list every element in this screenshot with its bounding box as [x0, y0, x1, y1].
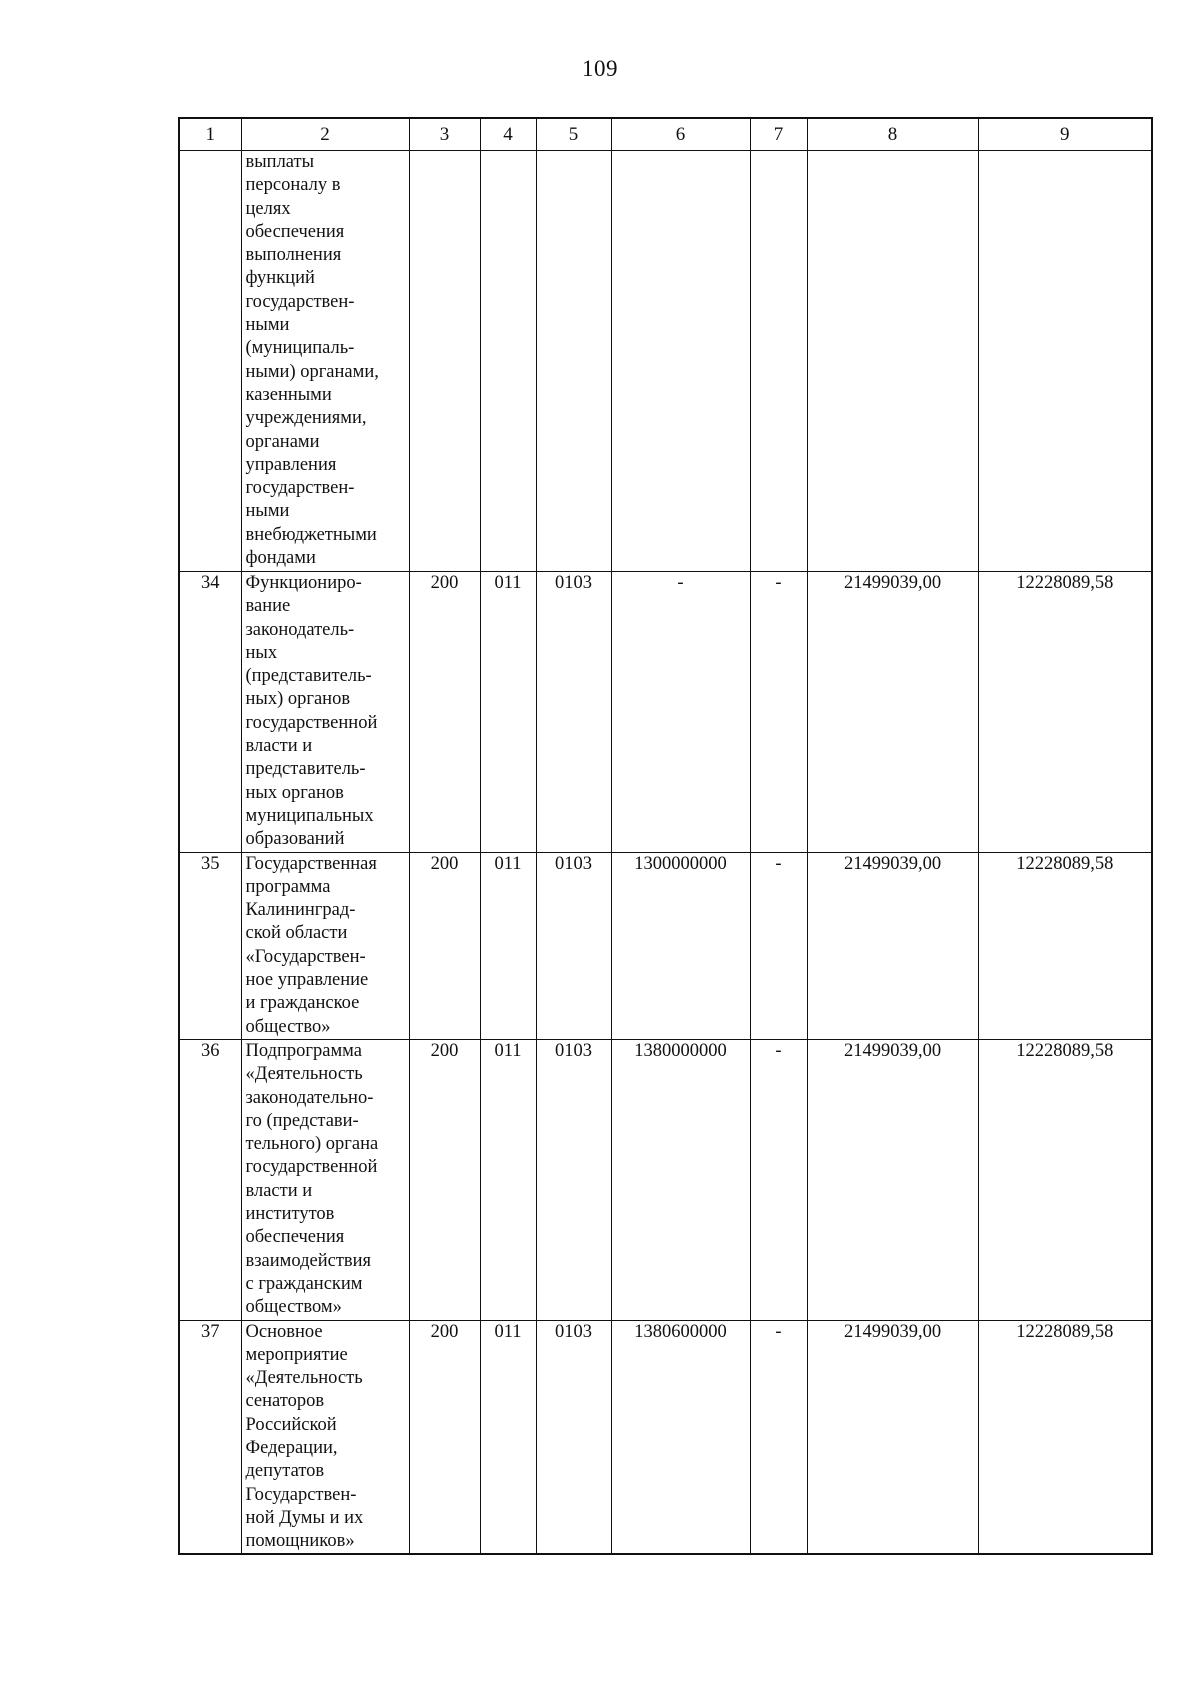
cell-col8: 21499039,00 [807, 1320, 978, 1554]
cell-col6 [611, 151, 750, 572]
column-header: 7 [750, 118, 807, 151]
column-header: 9 [978, 118, 1152, 151]
column-header: 4 [480, 118, 536, 151]
cell-col5 [536, 151, 611, 572]
row-name: Государственная программа Калининград- ской области «Государствен- ное управление и гражданское общество» [241, 852, 409, 1039]
row-name: Функциониро- вание законодатель- ных (представитель- ных) органов государственной власти и представитель- ных органов муниципальных образований [241, 572, 409, 853]
row-number: 34 [179, 572, 241, 853]
cell-col4: 011 [480, 1039, 536, 1320]
column-header: 1 [179, 118, 241, 151]
cell-col9: 12228089,58 [978, 852, 1152, 1039]
column-header: 6 [611, 118, 750, 151]
cell-col4 [480, 151, 536, 572]
cell-col4: 011 [480, 572, 536, 853]
column-header: 2 [241, 118, 409, 151]
row-number: 37 [179, 1320, 241, 1554]
cell-col7: - [750, 852, 807, 1039]
row-number: 36 [179, 1039, 241, 1320]
cell-col6: - [611, 572, 750, 853]
cell-col3: 200 [409, 852, 480, 1039]
cell-col5: 0103 [536, 1320, 611, 1554]
cell-col8: 21499039,00 [807, 572, 978, 853]
cell-col7: - [750, 572, 807, 853]
cell-col9: 12228089,58 [978, 572, 1152, 853]
table-row [179, 1320, 1152, 1554]
cell-col3: 200 [409, 1039, 480, 1320]
cell-col3: 200 [409, 1320, 480, 1554]
cell-col5: 0103 [536, 852, 611, 1039]
column-header: 3 [409, 118, 480, 151]
cell-col4: 011 [480, 852, 536, 1039]
cell-col7 [750, 151, 807, 572]
header-row [179, 118, 1152, 151]
cell-col3: 200 [409, 572, 480, 853]
cell-col8: 21499039,00 [807, 852, 978, 1039]
table-row [179, 1039, 1152, 1320]
page-number: 109 [582, 56, 618, 81]
table-row [179, 572, 1152, 853]
row-number: 35 [179, 852, 241, 1039]
cell-col8 [807, 151, 978, 572]
table-row [179, 151, 1152, 572]
row-number [179, 151, 241, 572]
cell-col7: - [750, 1320, 807, 1554]
row-name: выплаты персоналу в целях обеспечения выполнения функций государствен- ными (муниципаль- ными) органами, казенными учреждениями, органами управления государствен- ными внебюджетными фондами [241, 151, 409, 572]
budget-table [178, 117, 1153, 1555]
cell-col9: 12228089,58 [978, 1320, 1152, 1554]
cell-col9 [978, 151, 1152, 572]
cell-col7: - [750, 1039, 807, 1320]
cell-col5: 0103 [536, 1039, 611, 1320]
cell-col5: 0103 [536, 572, 611, 853]
cell-col8: 21499039,00 [807, 1039, 978, 1320]
cell-col6: 1380600000 [611, 1320, 750, 1554]
column-header: 5 [536, 118, 611, 151]
cell-col3 [409, 151, 480, 572]
cell-col9: 12228089,58 [978, 1039, 1152, 1320]
cell-col4: 011 [480, 1320, 536, 1554]
row-name: Основное мероприятие «Деятельность сенаторов Российской Федерации, депутатов Государствен- ной Думы и их помощников» [241, 1320, 409, 1554]
cell-col6: 1300000000 [611, 852, 750, 1039]
cell-col6: 1380000000 [611, 1039, 750, 1320]
table-row [179, 852, 1152, 1039]
row-name: Подпрограмма «Деятельность законодательно- го (представи- тельного) органа государственной власти и институтов обеспечения взаимодействия с гражданским обществом» [241, 1039, 409, 1320]
column-header: 8 [807, 118, 978, 151]
